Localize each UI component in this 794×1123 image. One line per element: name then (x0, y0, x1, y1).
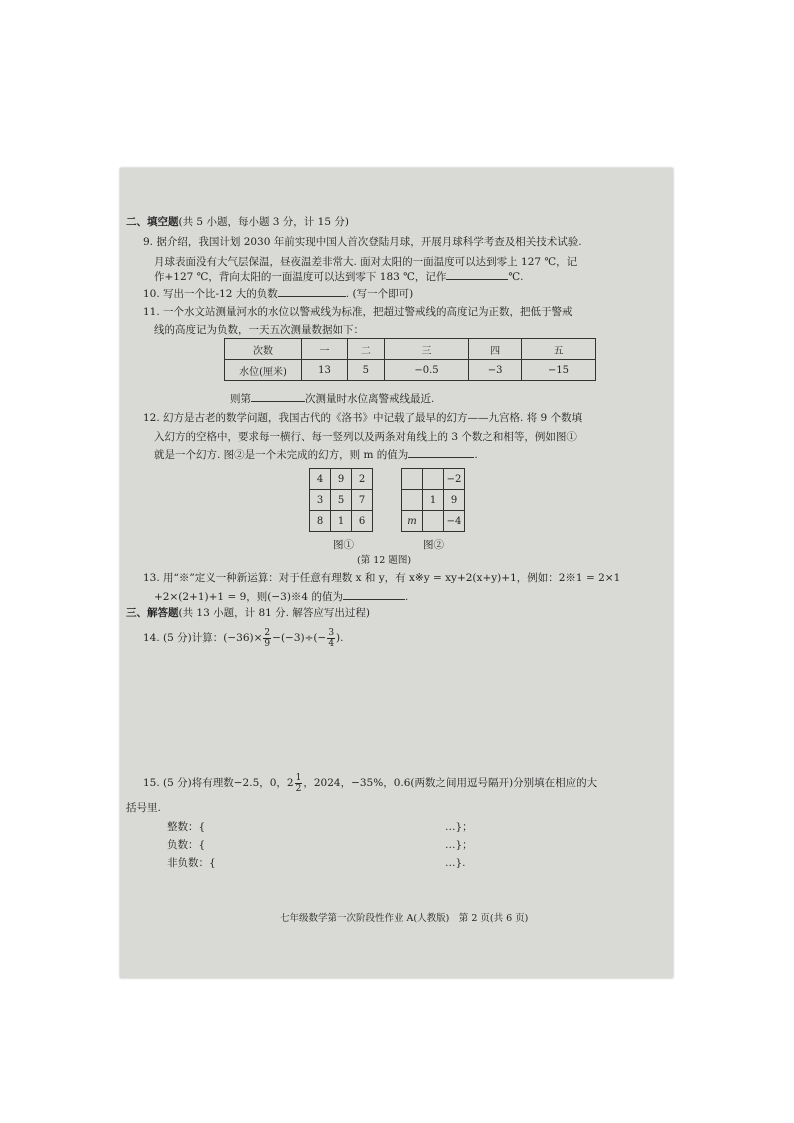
fraction-denominator: 9 (264, 638, 271, 649)
q14-line (143, 626, 343, 650)
section2-title (126, 215, 349, 229)
table-cell: 三 (384, 339, 469, 360)
grid-cell: −2 (444, 469, 465, 490)
q14-text-a: 14. (5 分)计算：(−36)× (143, 632, 263, 644)
q11-line2: 线的高度记为负数，一天五次测量数据如下： (154, 324, 364, 336)
section3-note: (共 13 小题，计 81 分. 解答应写出过程) (178, 607, 370, 619)
table-cell: −0.5 (384, 360, 469, 381)
q11-after-text-b: 次测量时水位离警戒线最近. (305, 393, 435, 405)
table-cell: −15 (522, 360, 596, 381)
magic-square-fig1 (309, 468, 373, 532)
q14-text-b: −(−3)÷(− (272, 632, 327, 644)
q12-line1: 12. 幻方是古老的数学问题，我国古代的《洛书》中记载了最早的幻方——九宫格. 将 9 个数填 (143, 412, 583, 424)
grid-cell: 5 (331, 490, 352, 511)
table-header-row (225, 339, 596, 360)
fig1-label: 图① (333, 539, 354, 551)
table-cell: 13 (302, 360, 348, 381)
table-cell: 5 (347, 360, 384, 381)
q10-answer-blank[interactable] (278, 286, 346, 297)
q14-text-c: ). (336, 632, 344, 644)
q12-figure-caption: (第 12 题图) (357, 555, 412, 566)
grid-cell: 6 (352, 511, 373, 532)
q9-line2: 月球表面没有大气层保温，昼夜温差非常大. 面对太阳的一面温度可以达到零上 127 ℃，记 (154, 256, 578, 268)
fraction-numerator: 2 (264, 627, 271, 638)
q10-text: 10. 写出一个比-12 大的负数 (143, 288, 278, 300)
grid-cell: 1 (423, 490, 444, 511)
q12-line3-end: . (474, 449, 478, 461)
grid-cell: 7 (352, 490, 373, 511)
q15-line2: 括号里. (126, 802, 161, 814)
table-row (225, 360, 596, 381)
grid-cell: 2 (352, 469, 373, 490)
q12-line3-text: 就是一个幻方. 图②是一个未完成的幻方，则 m 的值为 (154, 449, 409, 461)
fig2-label: 图② (423, 539, 444, 551)
q12-line2: 入幻方的空格中，要求每一横行、每一竖列以及两条对角线上的 3 个数之和相等，例如图① (154, 431, 577, 443)
grid-cell (402, 490, 423, 511)
q13-line1: 13. 用“※”定义一种新运算：对于任意有理数 x 和 y，有 x※y = xy+2(x+y)+1，例如：2※1 = 2×1 (143, 572, 621, 584)
grid-cell: −4 (444, 511, 465, 532)
q13-line2 (154, 589, 408, 604)
fraction-denominator: 4 (328, 638, 335, 649)
grid-cell: 4 (310, 469, 331, 490)
table-cell: 次数 (225, 339, 302, 360)
q10-line (143, 286, 413, 301)
q15-line1 (143, 771, 597, 795)
fraction-numerator: 1 (295, 772, 302, 783)
section2-note: (共 5 小题，每小题 3 分，计 15 分) (178, 216, 349, 228)
q15-mixed-fraction (295, 773, 303, 794)
q9-line3-text: 作+127 ℃，背向太阳的一面温度可以达到零下 183 ℃，记作 (154, 271, 447, 283)
q9-line3 (154, 269, 523, 284)
q13-line2-text: +2×(2+1)+1 = 9，则(−3)※4 的值为 (154, 591, 343, 603)
q9-answer-blank[interactable] (446, 269, 508, 280)
grid-cell: 1 (331, 511, 352, 532)
grid-cell: 9 (444, 490, 465, 511)
set-negatives-end: …}； (445, 839, 473, 851)
section2-heading: 二、填空题 (126, 216, 179, 228)
set-integers-label: 整数：{ (167, 821, 206, 833)
set-negatives-label: 负数：{ (167, 839, 206, 851)
q11-after-text-a: 则第 (230, 393, 251, 405)
q12-line3 (154, 447, 478, 462)
grid-cell (423, 511, 444, 532)
grid-cell: 9 (331, 469, 352, 490)
set-nonnegatives-label: 非负数：{ (167, 857, 216, 869)
grid-cell: 8 (310, 511, 331, 532)
table-cell: 水位(厘米) (225, 360, 302, 381)
q12-answer-blank[interactable] (408, 447, 474, 458)
table-cell: 五 (522, 339, 596, 360)
q11-line1: 11. 一个水文站测量河水的水位以警戒线为标准，把超过警戒线的高度记为正数，把低于警戒 (143, 306, 573, 318)
q13-answer-blank[interactable] (343, 589, 405, 600)
q13-line2-end: . (404, 591, 409, 603)
grid-cell: m (402, 511, 423, 532)
q11-answer-blank[interactable] (251, 391, 305, 402)
section3-title (126, 606, 370, 620)
grid-cell: 3 (310, 490, 331, 511)
section3-heading: 三、解答题 (126, 607, 179, 619)
table-cell: −3 (469, 360, 522, 381)
table-cell: 二 (347, 339, 384, 360)
q15-text-b: ，2024，−35%，0.6(两数之间用逗号隔开)分别填在相应的大 (303, 777, 598, 789)
magic-square-fig2 (401, 468, 465, 532)
set-integers-end: …}； (445, 821, 473, 833)
q10-note: . (写一个即可) (345, 288, 414, 300)
table-cell: 四 (469, 339, 522, 360)
grid-cell (402, 469, 423, 490)
q14-fraction-1 (263, 628, 271, 649)
q15-text-a: 15. (5 分)将有理数−2.5，0，2 (143, 777, 294, 789)
page-footer: 七年级数学第一次阶段性作业 A(人教版) 第 2 页(共 6 页) (280, 913, 529, 924)
bleed-through-text (270, 671, 280, 686)
q9-line1: 9. 据介绍，我国计划 2030 年前实现中国人首次登陆月球，开展月球科学考查及相关技术试验. (143, 236, 582, 248)
set-nonnegatives-end: …}. (445, 857, 466, 869)
fraction-denominator: 2 (295, 783, 302, 794)
table-cell: 一 (302, 339, 348, 360)
q11-after (230, 391, 434, 406)
grid-cell (423, 469, 444, 490)
water-level-table (224, 338, 596, 381)
q9-line3-unit: ℃. (508, 271, 524, 283)
fraction-numerator: 3 (328, 627, 335, 638)
exam-page (120, 168, 673, 978)
q14-fraction-2 (327, 628, 335, 649)
